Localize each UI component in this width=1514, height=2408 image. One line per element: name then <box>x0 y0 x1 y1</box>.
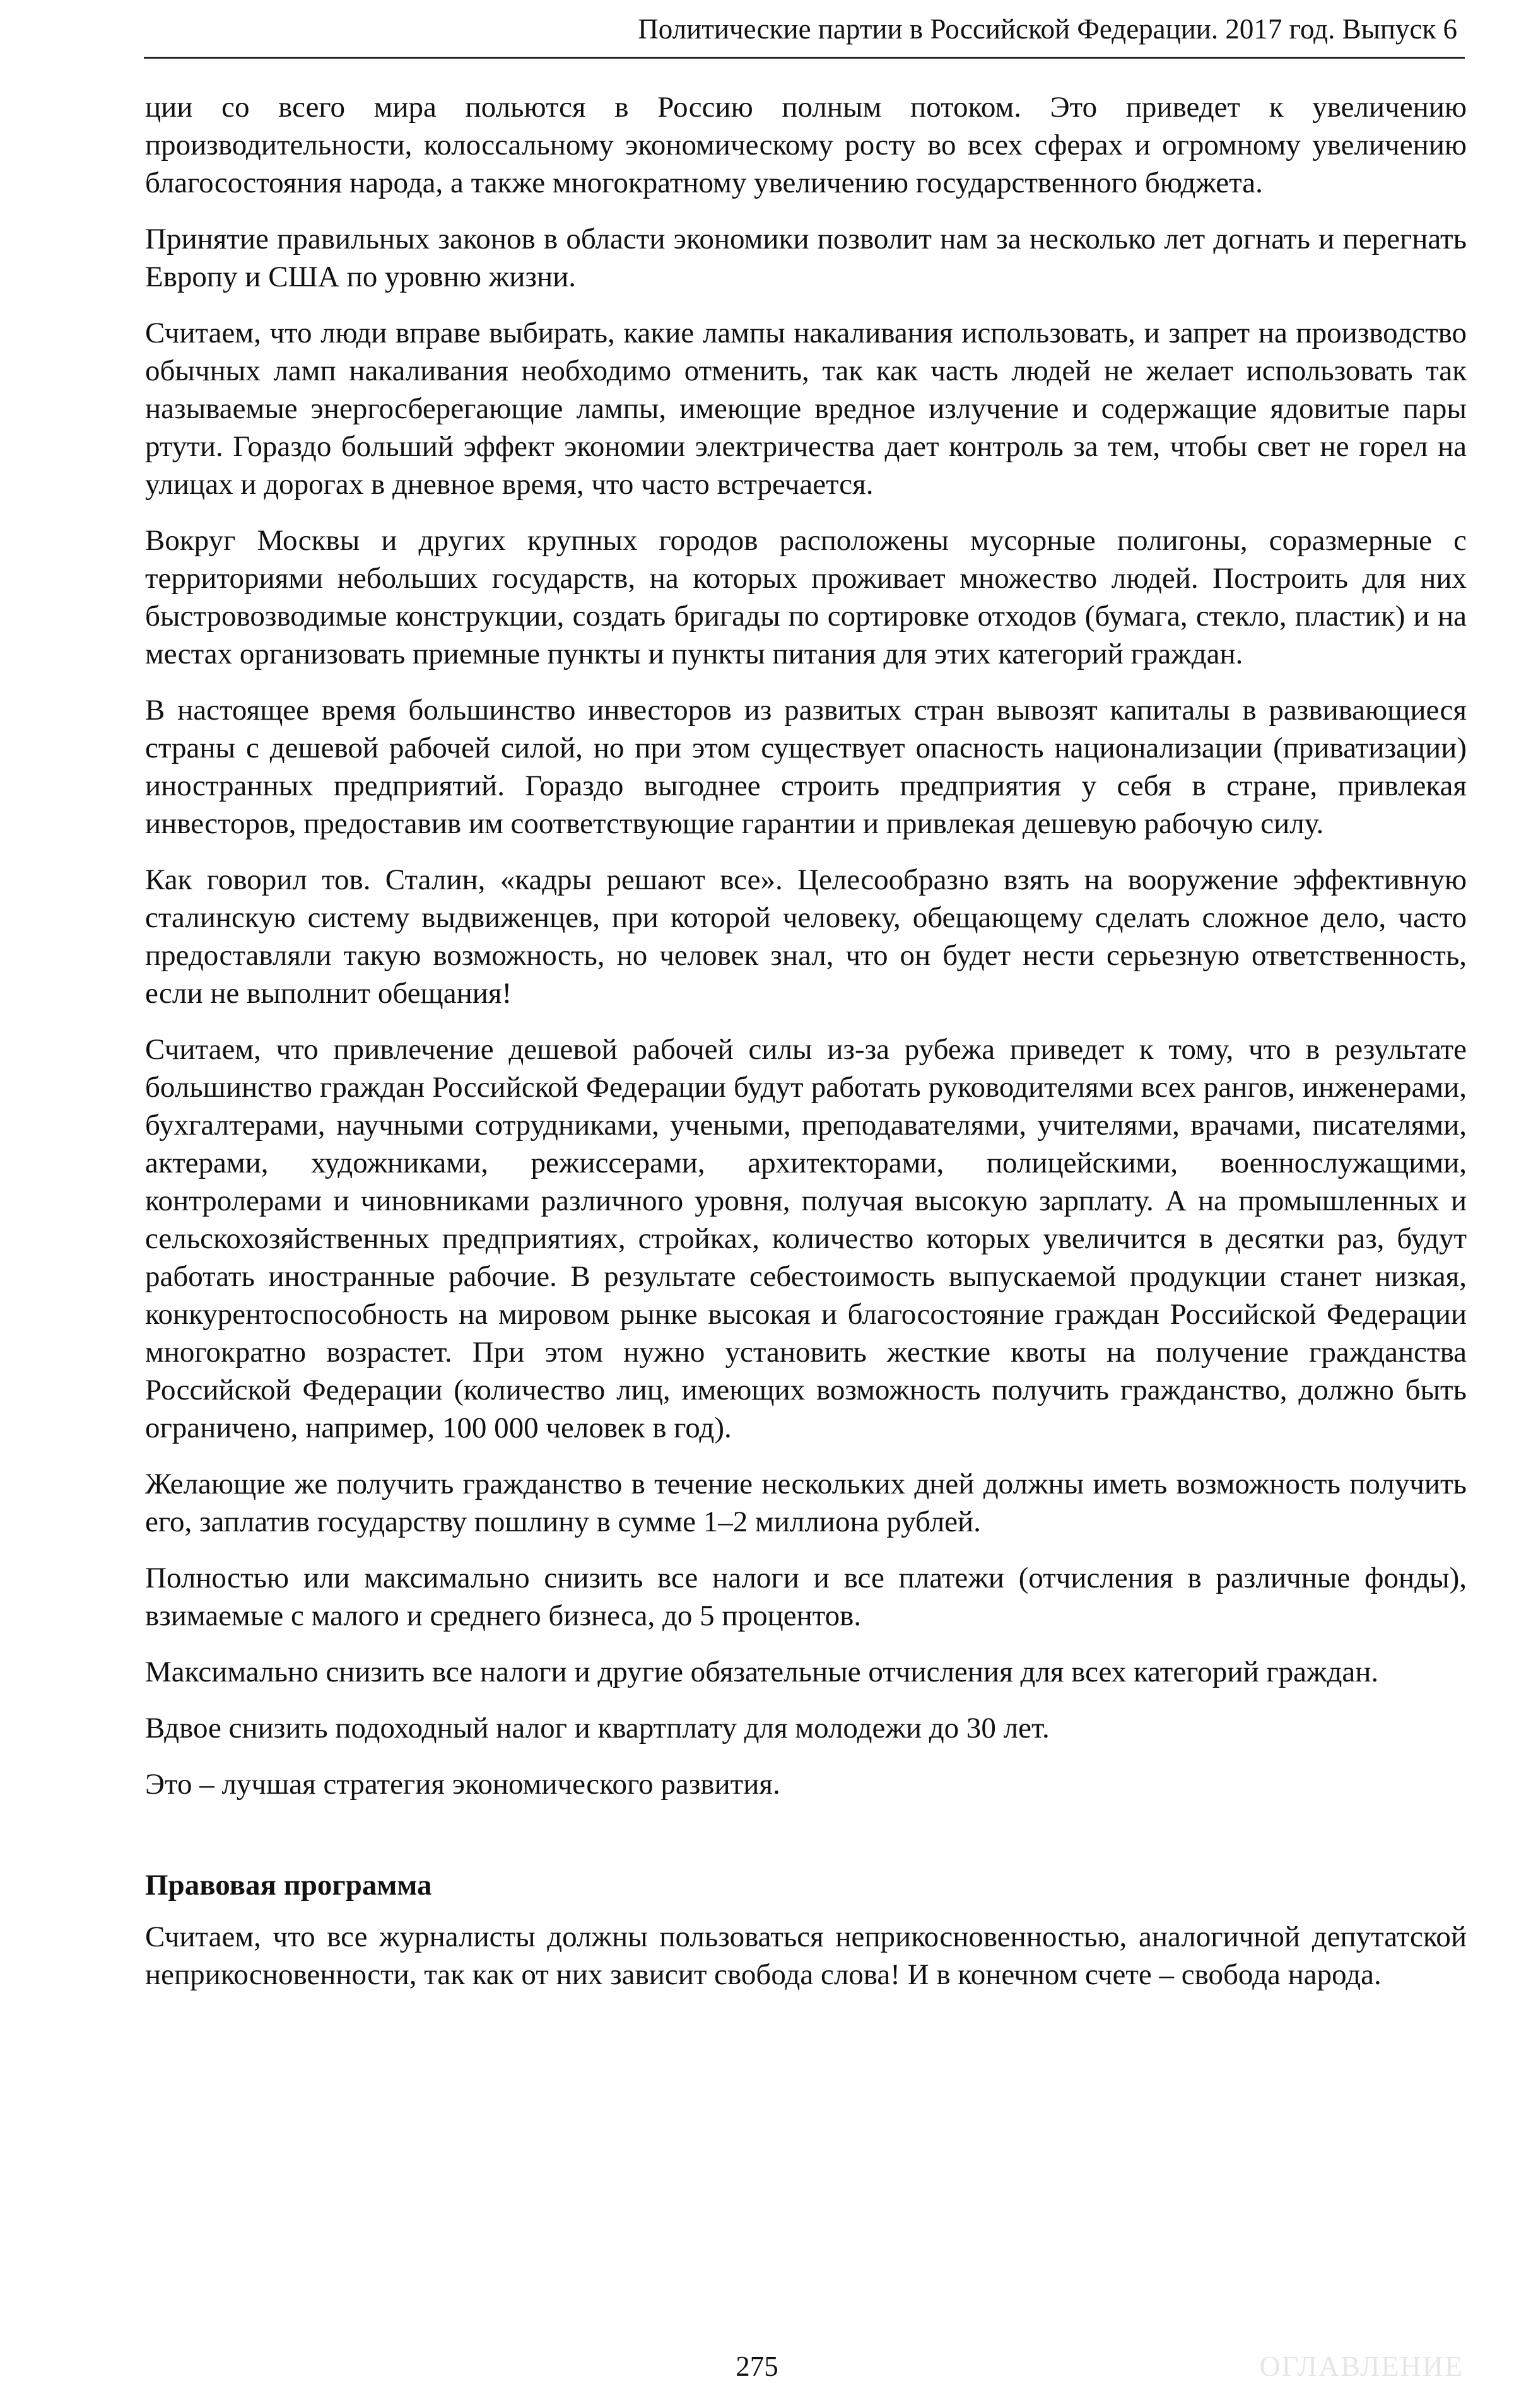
paragraph: Это – лучшая стратегия экономического развития. <box>145 1768 780 1801</box>
paragraph: ции со всего мира польются в Россию полным потоком. Это приведет к увеличению производительности, колоссальному экономическому росту во всех сферах и огромному увеличению благосостояния народа, а также многократному увеличению государственного бюджета. <box>145 91 1467 199</box>
paragraph: Вдвое снизить подоходный налог и квартплату для молодежи до 30 лет. <box>145 1712 1050 1745</box>
paragraph: Полностью или максимально снизить все налоги и все платежи (отчисления в различные фонды), взимаемые с малого и среднего бизнеса, до 5 процентов. <box>145 1562 1467 1632</box>
section-heading: Правовая программа <box>145 1869 432 1902</box>
paragraph: Принятие правильных законов в области экономики позволит нам за несколько лет догнать и перегнать Европу и США по уровню жизни. <box>145 223 1467 293</box>
paragraph: Считаем, что привлечение дешевой рабочей силы из-за рубежа приведет к тому, что в результате большинство граждан Российской Федерации будут работать руководителями всех рангов, инженерами, бухгалтерами, научными сотрудниками, учеными, преподавателями, учителями, врачами, писателями, актерами, художниками, режиссерами, архитекторами, полицейскими, военнослужащими, контролерами и чиновниками различного уровня, получая высокую зарплату. А на промышленных и сельскохозяйственных предприятиях, стройках, количество которых увеличится в десятки раз, будут работать иностранные рабочие. В результате себестоимость выпускаемой продукции станет низкая, конкурентоспособность на мировом рынке высокая и благосостояние граждан Российской Федерации многократно возрастет. При этом нужно установить жесткие квоты на получение гражданства Российской Федерации (количество лиц, имеющих возможность получить гражданство, должно быть ограничено, например, 100 000 человек в год). <box>145 1033 1467 1444</box>
paragraph: Максимально снизить все налоги и другие обязательные отчисления для всех категорий граждан. <box>145 1656 1379 1688</box>
paragraph: Желающие же получить гражданство в течение нескольких дней должны иметь возможность получить его, заплатив государству пошлину в сумме 1–2 миллиона рублей. <box>145 1468 1467 1538</box>
page-number: 275 <box>736 2351 778 2382</box>
paragraph: Вокруг Москвы и других крупных городов расположены мусорные полигоны, соразмерные с территориями небольших государств, на которых проживает множество людей. Построить для них быстровозводимые конструкции, создать бригады по сортировке отходов (бумага, стекло, пластик) и на местах организовать приемные пункты и пункты питания для этих категорий граждан. <box>145 524 1467 670</box>
paragraph: В настоящее время большинство инвесторов из развитых стран вывозят капиталы в развивающиеся страны с дешевой рабочей силой, но при этом существует опасность национализации (приватизации) иностранных предприятий. Гораздо выгоднее строить предприятия у себя в стране, привлекая инвесторов, предоставив им соответствующие гарантии и привлекая дешевую рабочую силу. <box>145 694 1467 840</box>
paragraph: Как говорил тов. Сталин, «кадры решают все». Целесообразно взять на вооружение эффективную сталинскую систему выдвиженцев, при которой человеку, обещающему сделать сложное дело, часто предоставляли такую возможность, но человек знал, что он будет нести серьезную ответственность, если не выполнит обещания! <box>145 863 1467 1010</box>
page-body <box>145 88 1467 2012</box>
running-header: Политические партии в Российской Федерации. 2017 год. Выпуск 6 <box>638 13 1457 45</box>
paragraph: Считаем, что люди вправе выбирать, какие лампы накаливания использовать, и запрет на производство обычных ламп накаливания необходимо отменить, так как часть людей не желает использовать так называемые энергосберегающие лампы, имеющие вредное излучение и содержащие ядовитые пары ртути. Гораздо больший эффект экономии электричества дает контроль за тем, чтобы свет не горел на улицах и дорогах в дневное время, что часто встречается. <box>145 317 1467 501</box>
header-divider <box>144 57 1465 59</box>
table-of-contents-link[interactable]: ОГЛАВЛЕНИЕ <box>1259 2350 1464 2382</box>
section-paragraph: Считаем, что все журналисты должны пользоваться неприкосновенностью, аналогичной депутатской неприкосновенности, так как от них зависит свобода слова! И в конечном счете – свобода народа. <box>145 1920 1467 1991</box>
